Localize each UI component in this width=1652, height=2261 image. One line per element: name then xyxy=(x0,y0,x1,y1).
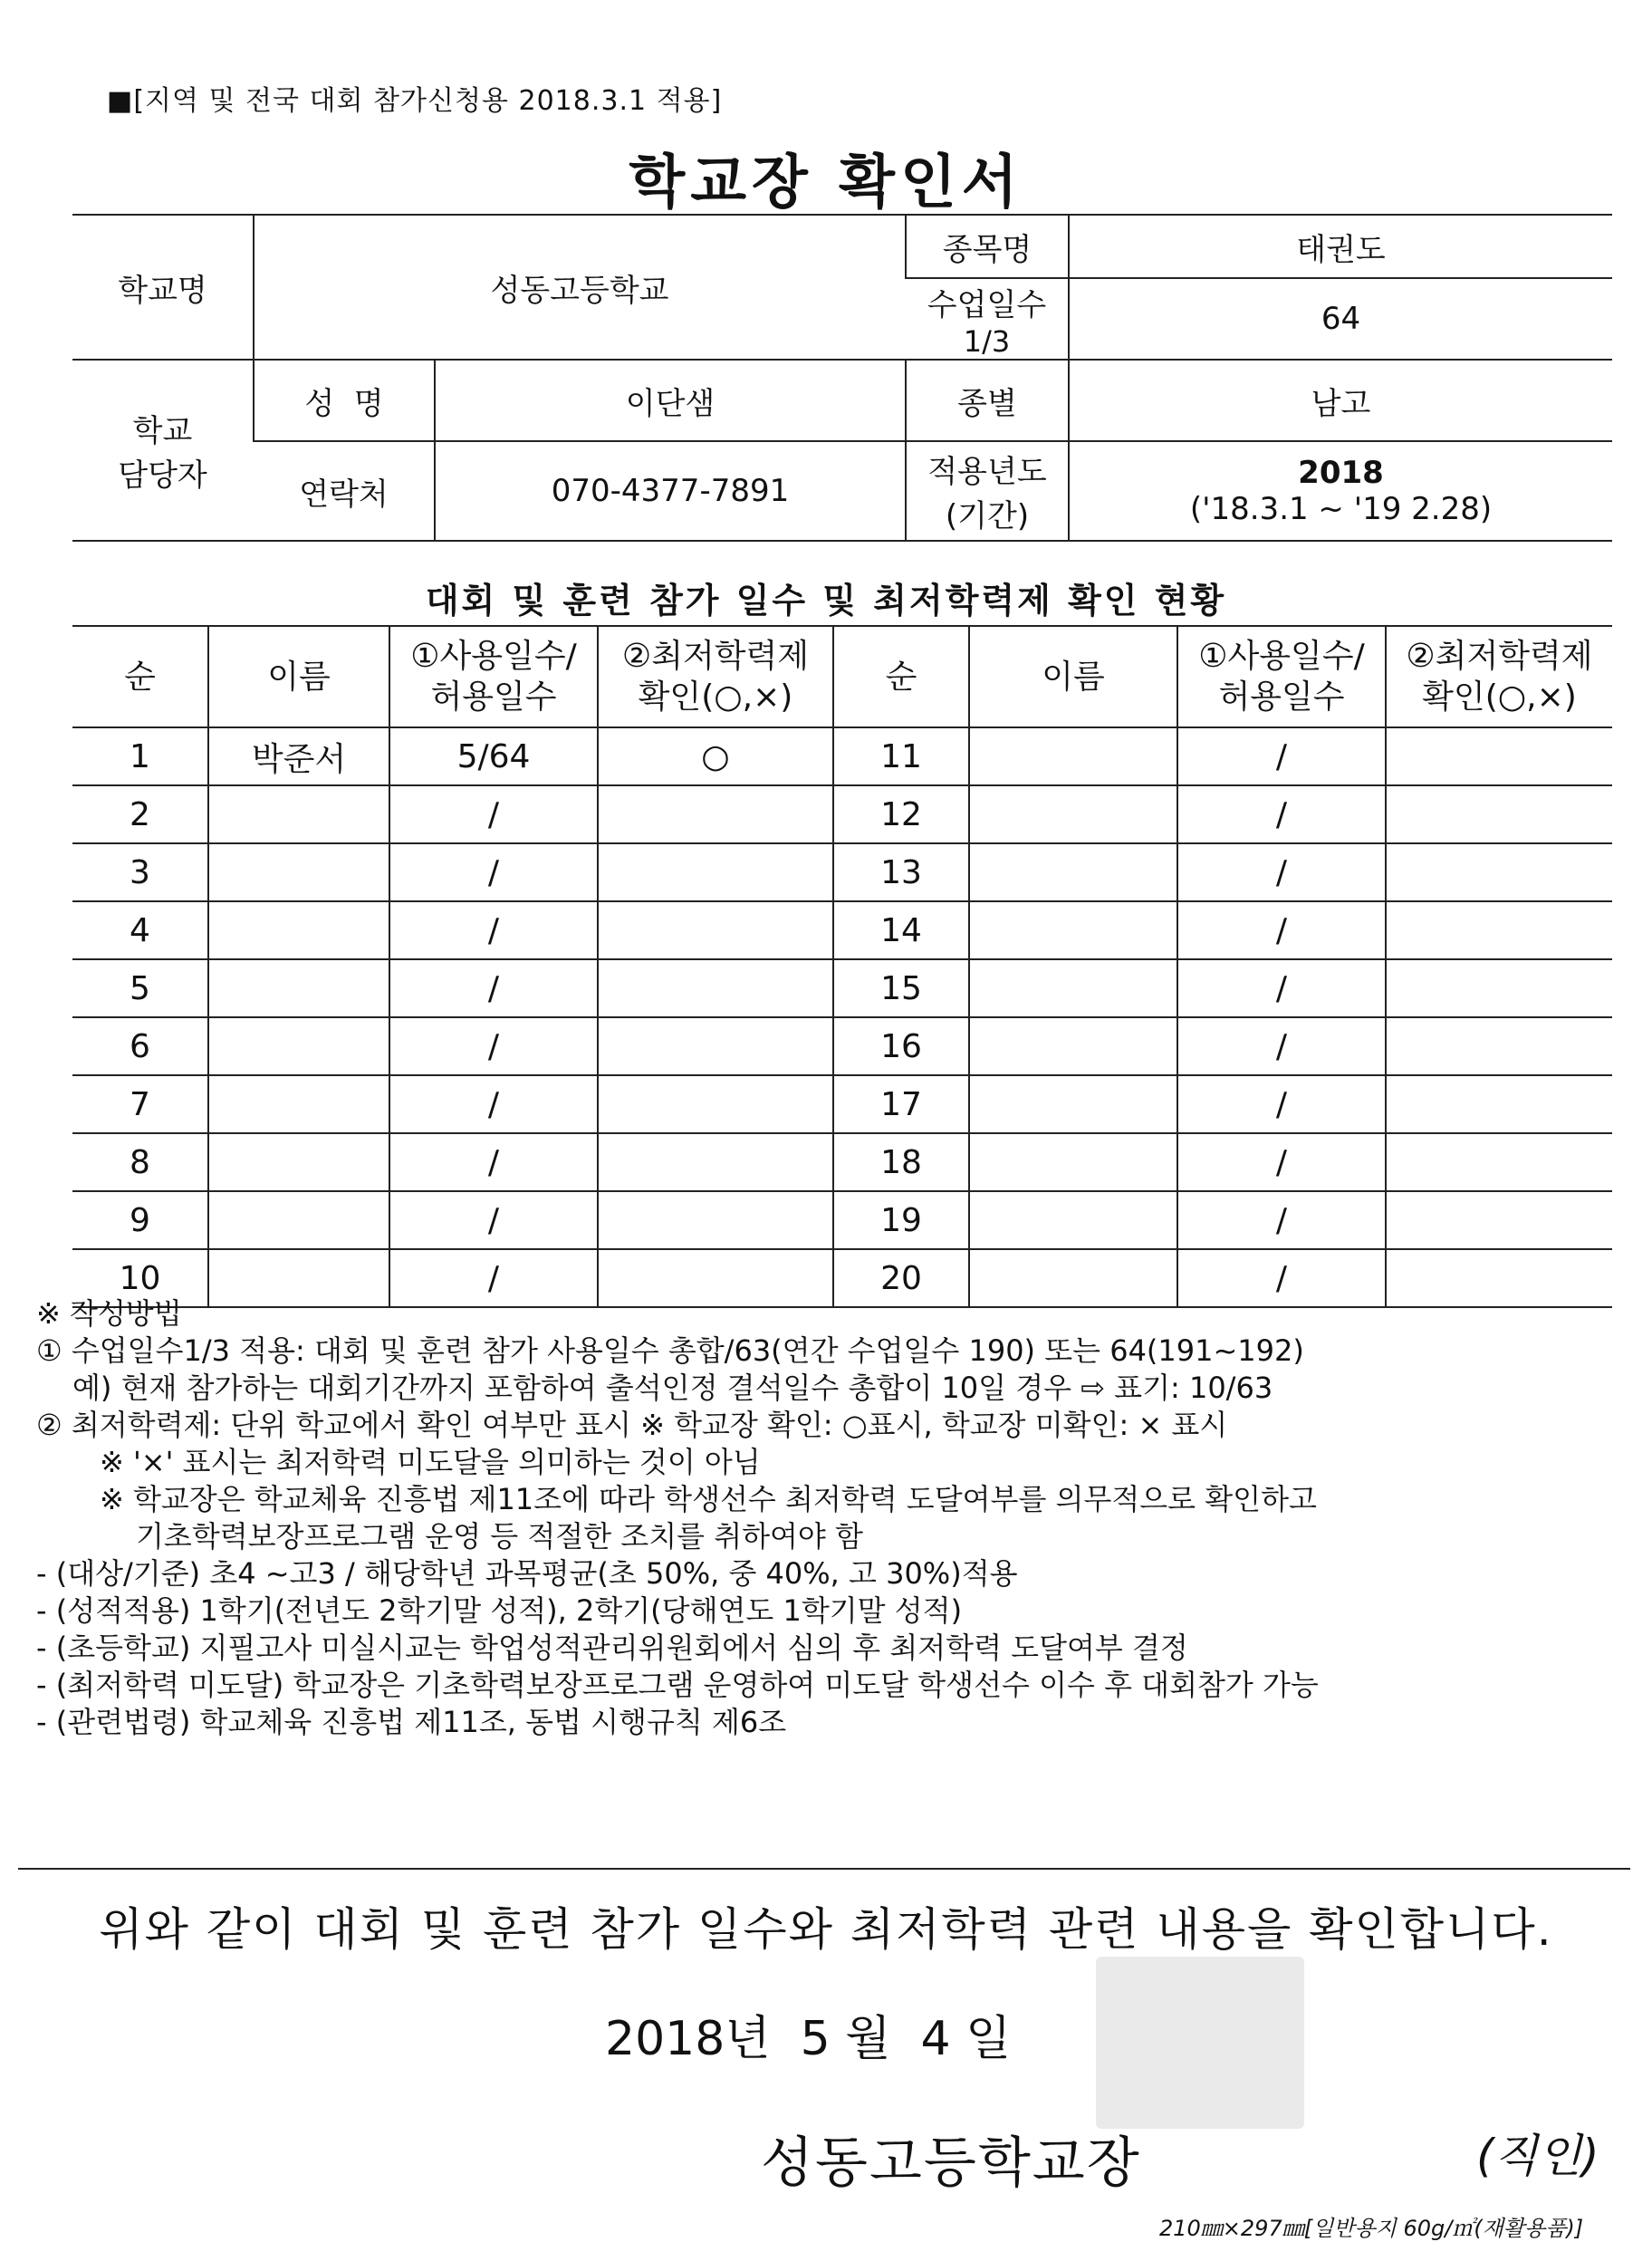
cell-no: 2 xyxy=(72,785,208,843)
table-row xyxy=(72,901,1612,959)
staff-label-line2: 담당자 xyxy=(118,457,207,494)
cell-days: / xyxy=(1177,1075,1386,1133)
cell-days: / xyxy=(389,1249,598,1307)
cell-check xyxy=(1386,1191,1612,1249)
table-row xyxy=(72,1075,1612,1133)
header-check-line1: ②최저학력제 xyxy=(621,638,810,675)
form-header-note: ■[지역 및 전국 대회 참가신청용 2018.3.1 적용] xyxy=(107,85,723,117)
header-name-left: 이름 xyxy=(208,626,389,727)
days-label-line1: 수업일수 xyxy=(927,286,1047,323)
cell-no: 13 xyxy=(833,843,969,901)
cell-check xyxy=(1386,1075,1612,1133)
event-value: 태권도 xyxy=(1069,215,1612,278)
header-days-line1: ①사용일수/ xyxy=(410,638,577,675)
cell-name xyxy=(969,1133,1177,1191)
cell-check xyxy=(598,959,833,1017)
school-label: 학교명 xyxy=(72,215,254,360)
paper-spec: 210㎜×297㎜[일반용지 60g/㎡(재활용품)] xyxy=(1159,2216,1584,2241)
school-value: 성동고등학교 xyxy=(254,215,906,360)
cell-name xyxy=(969,959,1177,1017)
cell-days: / xyxy=(389,901,598,959)
cell-name xyxy=(208,959,389,1017)
days-value: 64 xyxy=(1069,278,1612,360)
table-row xyxy=(72,843,1612,901)
signer-title: 성동고등학교장 xyxy=(761,2131,1141,2195)
header-no-left: 순 xyxy=(72,626,208,727)
header-days-line2: 허용일수 xyxy=(1218,678,1345,716)
note-4a: ※ 학교장은 학교체육 진흥법 제11조에 따라 학생선수 최저학력 도달여부를 의무적으로 확인하고 xyxy=(100,1482,1317,1516)
roster-table xyxy=(72,625,1612,1308)
header-check-line2: 확인(○,×) xyxy=(638,678,793,716)
cell-name xyxy=(208,901,389,959)
note-1a: ① 수업일수1/3 적용: 대회 및 훈련 참가 사용일수 총합/63(연간 수업일수 190) 또는 64(191~192) xyxy=(36,1333,1304,1368)
header-days-line2: 허용일수 xyxy=(430,678,557,716)
instructions-heading: ※ 작성방법 xyxy=(36,1296,182,1331)
cell-days: / xyxy=(389,1191,598,1249)
year-label-line2: (기간) xyxy=(945,498,1030,534)
cell-name xyxy=(969,1075,1177,1133)
cell-days: / xyxy=(1177,843,1386,901)
table-row xyxy=(72,959,1612,1017)
cell-name xyxy=(969,785,1177,843)
header-check-line2: 확인(○,×) xyxy=(1422,678,1577,716)
cell-check xyxy=(1386,959,1612,1017)
year-value: 2018 xyxy=(1298,455,1384,491)
signature-date: 2018년 5 월 4 일 xyxy=(605,2012,1012,2066)
header-check-line1: ②최저학력제 xyxy=(1406,638,1593,675)
note-3: ※ '×' 표시는 최저학력 미도달을 의미하는 것이 아님 xyxy=(100,1445,761,1479)
type-label: 종별 xyxy=(906,360,1069,441)
cell-name xyxy=(969,843,1177,901)
bullet-5: - (관련법령) 학교체육 진흥법 제11조, 동법 시행규칙 제6조 xyxy=(36,1705,787,1739)
cell-check xyxy=(1386,843,1612,901)
cell-no: 1 xyxy=(72,727,208,785)
divider xyxy=(18,1868,1630,1870)
cell-no: 5 xyxy=(72,959,208,1017)
cell-no: 3 xyxy=(72,843,208,901)
cell-no: 17 xyxy=(833,1075,969,1133)
cell-no: 9 xyxy=(72,1191,208,1249)
cell-name xyxy=(208,1133,389,1191)
bullet-2: - (성적적용) 1학기(전년도 2학기말 성적), 2학기(당해연도 1학기말 성적) xyxy=(36,1593,963,1628)
cell-name xyxy=(208,843,389,901)
cell-name xyxy=(969,1017,1177,1075)
cell-name xyxy=(208,1017,389,1075)
table-row xyxy=(72,1133,1612,1191)
cell-days: / xyxy=(389,959,598,1017)
table-row xyxy=(72,1017,1612,1075)
cell-no: 10 xyxy=(72,1249,208,1307)
info-table xyxy=(72,214,1612,542)
name-value: 이단샘 xyxy=(435,360,906,441)
instructions xyxy=(36,1295,1630,1741)
cell-no: 12 xyxy=(833,785,969,843)
cell-check xyxy=(598,1017,833,1075)
cell-days: / xyxy=(389,1075,598,1133)
cell-name: 박준서 xyxy=(208,727,389,785)
cell-check xyxy=(598,1133,833,1191)
cell-no: 4 xyxy=(72,901,208,959)
cell-days: / xyxy=(389,1017,598,1075)
header-name-right: 이름 xyxy=(969,626,1177,727)
cell-days: / xyxy=(1177,1249,1386,1307)
cell-name xyxy=(208,1075,389,1133)
period-value: ('18.3.1 ~ '19 2.28) xyxy=(1189,491,1493,527)
note-1b: 예) 현재 참가하는 대회기간까지 포함하여 출석인정 결석일수 총합이 10일 경우 ⇨ 표기: 10/63 xyxy=(72,1371,1273,1405)
cell-check xyxy=(1386,901,1612,959)
cell-days: / xyxy=(1177,959,1386,1017)
cell-no: 8 xyxy=(72,1133,208,1191)
name-label: 성 명 xyxy=(254,360,435,441)
cell-no: 14 xyxy=(833,901,969,959)
cell-days: 5/64 xyxy=(389,727,598,785)
cell-check xyxy=(1386,785,1612,843)
table-row xyxy=(72,727,1612,785)
confirmation-statement: 위와 같이 대회 및 훈련 참가 일수와 최저학력 관련 내용을 확인합니다. xyxy=(99,1903,1553,1956)
year-label xyxy=(906,441,1069,541)
staff-label xyxy=(72,360,254,541)
table-row xyxy=(72,785,1612,843)
cell-days: / xyxy=(1177,1191,1386,1249)
cell-check xyxy=(598,901,833,959)
contact-label: 연락처 xyxy=(254,441,435,541)
page-title: 학교장 확인서 xyxy=(629,149,1023,216)
cell-no: 7 xyxy=(72,1075,208,1133)
cell-check xyxy=(1386,1017,1612,1075)
cell-check: ○ xyxy=(598,727,833,785)
cell-days: / xyxy=(1177,1133,1386,1191)
cell-name xyxy=(969,727,1177,785)
cell-check xyxy=(598,843,833,901)
contact-value: 070-4377-7891 xyxy=(435,441,906,541)
event-label: 종목명 xyxy=(906,215,1069,278)
cell-name xyxy=(208,1191,389,1249)
cell-name xyxy=(969,1191,1177,1249)
cell-no: 20 xyxy=(833,1249,969,1307)
cell-days: / xyxy=(389,1133,598,1191)
cell-no: 18 xyxy=(833,1133,969,1191)
year-label-line1: 적용년도 xyxy=(927,454,1047,490)
cell-days: / xyxy=(1177,901,1386,959)
cell-check xyxy=(598,1075,833,1133)
note-4b: 기초학력보장프로그램 운영 등 적절한 조치를 취하여야 함 xyxy=(136,1519,863,1554)
bullet-1: - (대상/기준) 초4 ~고3 / 해당학년 과목평균(초 50%, 중 40%, 고 30%)적용 xyxy=(36,1556,1018,1591)
header-no-right: 순 xyxy=(833,626,969,727)
header-check-left xyxy=(598,626,833,727)
days-label-line2: 1/3 xyxy=(963,323,1011,359)
days-label xyxy=(906,278,1069,360)
note-2: ② 최저학력제: 단위 학교에서 확인 여부만 표시 ※ 학교장 확인: ○표시, 학교장 미확인: × 표시 xyxy=(36,1408,1228,1442)
staff-label-line1: 학교 xyxy=(132,413,193,449)
cell-check xyxy=(1386,1133,1612,1191)
cell-no: 11 xyxy=(833,727,969,785)
seal-label: (직인) xyxy=(1476,2130,1599,2182)
year-value-cell xyxy=(1069,441,1612,541)
official-seal-stamp xyxy=(1096,1957,1304,2129)
section-title: 대회 및 훈련 참가 일수 및 최저학력제 확인 현황 xyxy=(425,581,1227,621)
cell-days: / xyxy=(389,785,598,843)
cell-no: 19 xyxy=(833,1191,969,1249)
cell-days: / xyxy=(1177,1017,1386,1075)
table-row xyxy=(72,1191,1612,1249)
cell-check xyxy=(1386,727,1612,785)
cell-check xyxy=(598,1191,833,1249)
cell-days: / xyxy=(1177,727,1386,785)
cell-days: / xyxy=(389,843,598,901)
cell-no: 16 xyxy=(833,1017,969,1075)
cell-days: / xyxy=(1177,785,1386,843)
header-days-right xyxy=(1177,626,1386,727)
header-days-left xyxy=(389,626,598,727)
cell-name xyxy=(208,785,389,843)
cell-check xyxy=(598,785,833,843)
type-value: 남고 xyxy=(1069,360,1612,441)
cell-no: 6 xyxy=(72,1017,208,1075)
cell-no: 15 xyxy=(833,959,969,1017)
bullet-4: - (최저학력 미도달) 학교장은 기초학력보장프로그램 운영하여 미도달 학생선수 이수 후 대회참가 가능 xyxy=(36,1668,1319,1702)
cell-name xyxy=(969,901,1177,959)
bullet-3: - (초등학교) 지필고사 미실시교는 학업성적관리위원회에서 심의 후 최저학력 도달여부 결정 xyxy=(36,1631,1188,1665)
header-check-right xyxy=(1386,626,1612,727)
header-days-line1: ①사용일수/ xyxy=(1198,638,1365,675)
